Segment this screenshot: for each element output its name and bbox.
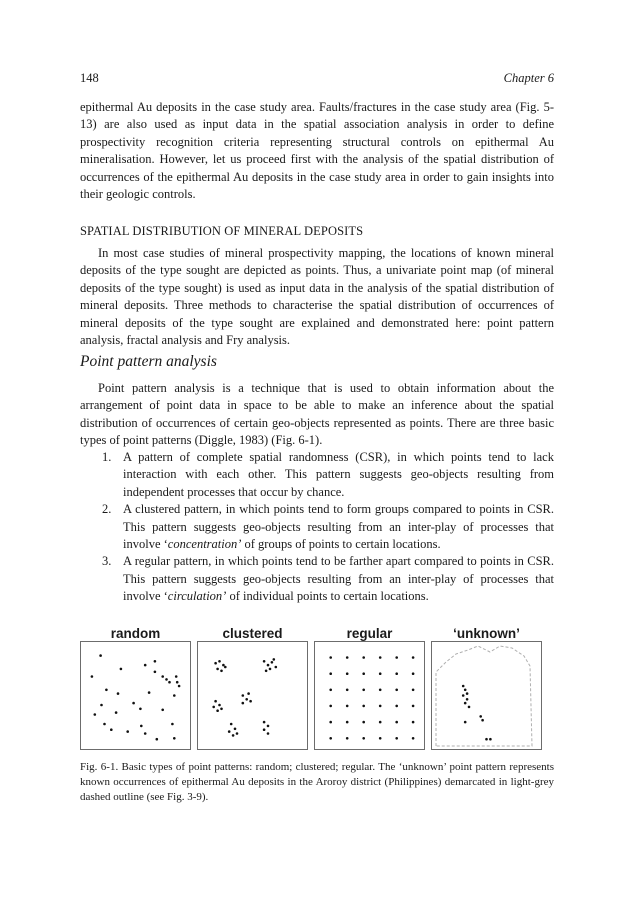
data-point [395, 705, 398, 708]
data-point [140, 725, 143, 728]
data-point [263, 660, 266, 663]
chapter-label: Chapter 6 [503, 71, 554, 85]
data-point [173, 694, 176, 697]
data-point [346, 656, 349, 659]
list-text-end: of groups of points to certain locations. [241, 537, 441, 552]
data-point [247, 692, 250, 695]
data-point [265, 670, 268, 673]
panel-regular [314, 641, 425, 750]
data-point [139, 708, 142, 711]
data-point [267, 664, 270, 667]
data-point [329, 689, 332, 692]
data-point [462, 694, 465, 697]
list-text-end: of individual points to certain locations. [226, 589, 429, 604]
list-text: A clustered pattern, in which points tend to form groups compared to points in CSR. This pattern suggests geo-objects resulting from an inter-play of processes that involve ‘ [123, 502, 554, 552]
data-point [379, 737, 382, 740]
list-item [80, 501, 554, 553]
section-heading: SPATIAL DISTRIBUTION OF MINERAL DEPOSITS [80, 224, 364, 238]
data-point [263, 728, 266, 731]
panel-random [80, 641, 191, 750]
data-point [218, 660, 221, 663]
data-point [412, 689, 415, 692]
data-point [249, 700, 252, 703]
data-point [269, 668, 272, 671]
data-point [120, 668, 123, 671]
data-point [271, 661, 274, 664]
unknown-point-plot [432, 642, 541, 749]
data-point [379, 721, 382, 724]
list-number: 1. [102, 450, 112, 464]
data-point [232, 734, 235, 737]
data-point [171, 723, 174, 726]
data-point [412, 656, 415, 659]
panel-clustered [197, 641, 308, 750]
data-point [245, 698, 248, 701]
data-point [228, 730, 231, 733]
data-point [91, 675, 94, 678]
data-point [395, 737, 398, 740]
data-point [329, 721, 332, 724]
data-point [412, 705, 415, 708]
data-point [216, 668, 219, 671]
data-point [234, 728, 237, 731]
data-point [346, 721, 349, 724]
data-point [263, 721, 266, 724]
regular-point-plot [315, 642, 424, 749]
data-point [214, 700, 217, 703]
panel-title-regular: regular [346, 626, 393, 641]
data-point [489, 738, 492, 741]
data-point [329, 672, 332, 675]
data-point [362, 656, 365, 659]
data-point [395, 689, 398, 692]
list-emphasis: concentration’ [167, 537, 242, 552]
data-point [395, 672, 398, 675]
data-point [362, 721, 365, 724]
data-point [468, 706, 471, 709]
list-text: A regular pattern, in which points tend to be farther apart compared to points in CSR. This pattern suggests geo-objects resulting from an inter-play of processes that involve ‘ [123, 554, 554, 604]
data-point [242, 694, 245, 697]
clustered-point-plot [198, 642, 307, 749]
data-point [275, 666, 278, 669]
data-point [94, 713, 97, 716]
data-point [479, 715, 482, 718]
data-point [216, 709, 219, 712]
subsection-heading: Point pattern analysis [80, 353, 217, 370]
data-point [273, 658, 276, 661]
data-point [267, 725, 270, 728]
data-point [242, 702, 245, 705]
data-point [481, 719, 484, 722]
data-point [115, 711, 118, 714]
panel-title-clustered: clustered [222, 626, 283, 641]
data-point [346, 689, 349, 692]
list-item [80, 553, 554, 605]
district-dashed-outline [436, 646, 532, 746]
list-number: 2. [102, 502, 112, 517]
data-point [220, 670, 223, 673]
panel-unknown [431, 641, 542, 750]
data-point [110, 728, 113, 731]
paragraph-3: Point pattern analysis is a technique that is used to obtain information about the arrangement of point data in space to be able to make an inference about the spatial distribution of occurrences of certain geo-objects represented as points. There are three basic types of point patterns (Diggle, 1983) (Fig. 6-1). [80, 381, 554, 448]
data-point [464, 702, 467, 705]
data-point [236, 732, 239, 735]
data-point [462, 685, 465, 688]
data-point [267, 732, 270, 735]
data-point [173, 737, 176, 740]
data-point [379, 656, 382, 659]
data-point [346, 737, 349, 740]
data-point [144, 732, 147, 735]
pattern-types-list [80, 449, 554, 606]
data-point [395, 721, 398, 724]
data-point [362, 705, 365, 708]
panel-title-random: random [110, 626, 161, 641]
data-point [220, 708, 223, 711]
data-point [395, 656, 398, 659]
data-point [329, 656, 332, 659]
data-point [466, 698, 469, 701]
data-point [379, 672, 382, 675]
data-point [99, 654, 102, 657]
data-point [100, 704, 103, 707]
data-point [117, 692, 120, 695]
data-point [218, 704, 221, 707]
list-number: 3. [102, 554, 112, 569]
data-point [464, 721, 467, 724]
data-point [132, 702, 135, 705]
data-point [466, 692, 469, 695]
data-point [212, 706, 215, 709]
list-text: A pattern of complete spatial randomness (CSR), in which points tend to lack interaction with each other. This pattern suggests geo-objects resulting from independent processes that occur by chance. [123, 450, 554, 499]
data-point [144, 664, 147, 667]
data-point [346, 672, 349, 675]
paragraph-2: In most case studies of mineral prospectivity mapping, the locations of known mineral deposits of the type sought are depicted as points. Thus, a univariate point map (of mineral deposits of the type sought) is used as input data in the analysis of the spatial distribution of mineral deposits. Three methods to characterise the spatial distribution of occurrences of mineral deposits of the type sought are explained and demonstrated here: point pattern analysis, fractal analysis and Fry analysis. [80, 246, 554, 348]
data-point [362, 689, 365, 692]
list-emphasis: circulation’ [167, 589, 227, 604]
data-point [105, 689, 108, 692]
data-point [464, 689, 467, 692]
data-point [103, 723, 106, 726]
data-point [154, 671, 157, 674]
panel-title-unknown: ‘unknown’ [453, 626, 520, 641]
data-point [165, 678, 168, 681]
data-point [222, 664, 225, 667]
data-point [362, 672, 365, 675]
data-point [346, 705, 349, 708]
data-point [329, 705, 332, 708]
random-point-plot [81, 642, 190, 749]
page-header [80, 71, 554, 87]
data-point [154, 660, 157, 663]
data-point [362, 737, 365, 740]
paragraph-1: epithermal Au deposits in the case study area. Faults/fractures in the case study area (Fig. 5-13) are also used as input data in the spatial association analysis in order to define prospectivity recognition criteria representing structural controls on epithermal Au mineralisation. However, let us proceed first with the analysis of the spatial distribution of occurrences of the epithermal Au deposits in the case study area in order to gain insights into their geologic controls. [80, 100, 554, 202]
data-point [412, 737, 415, 740]
data-point [168, 681, 171, 684]
data-point [214, 662, 217, 665]
page-number: 148 [80, 71, 99, 85]
data-point [230, 723, 233, 726]
data-point [224, 666, 227, 669]
data-point [485, 738, 488, 741]
data-point [161, 709, 164, 712]
data-point [329, 737, 332, 740]
figure-caption: Fig. 6-1. Basic types of point patterns: random; clustered; regular. The ‘unknown’ point pattern represents known occurrences of epithermal Au deposits in the Aroroy district (Philippines) demarcated in light-grey dashed outline (see Fig. 3-9). [80, 761, 554, 803]
data-point [412, 672, 415, 675]
data-point [148, 691, 151, 694]
data-point [161, 675, 164, 678]
data-point [176, 681, 179, 684]
data-point [412, 721, 415, 724]
data-point [175, 675, 178, 678]
data-point [379, 689, 382, 692]
list-item [80, 449, 554, 501]
data-point [379, 705, 382, 708]
data-point [126, 730, 129, 733]
data-point [178, 685, 181, 688]
data-point [156, 738, 159, 741]
